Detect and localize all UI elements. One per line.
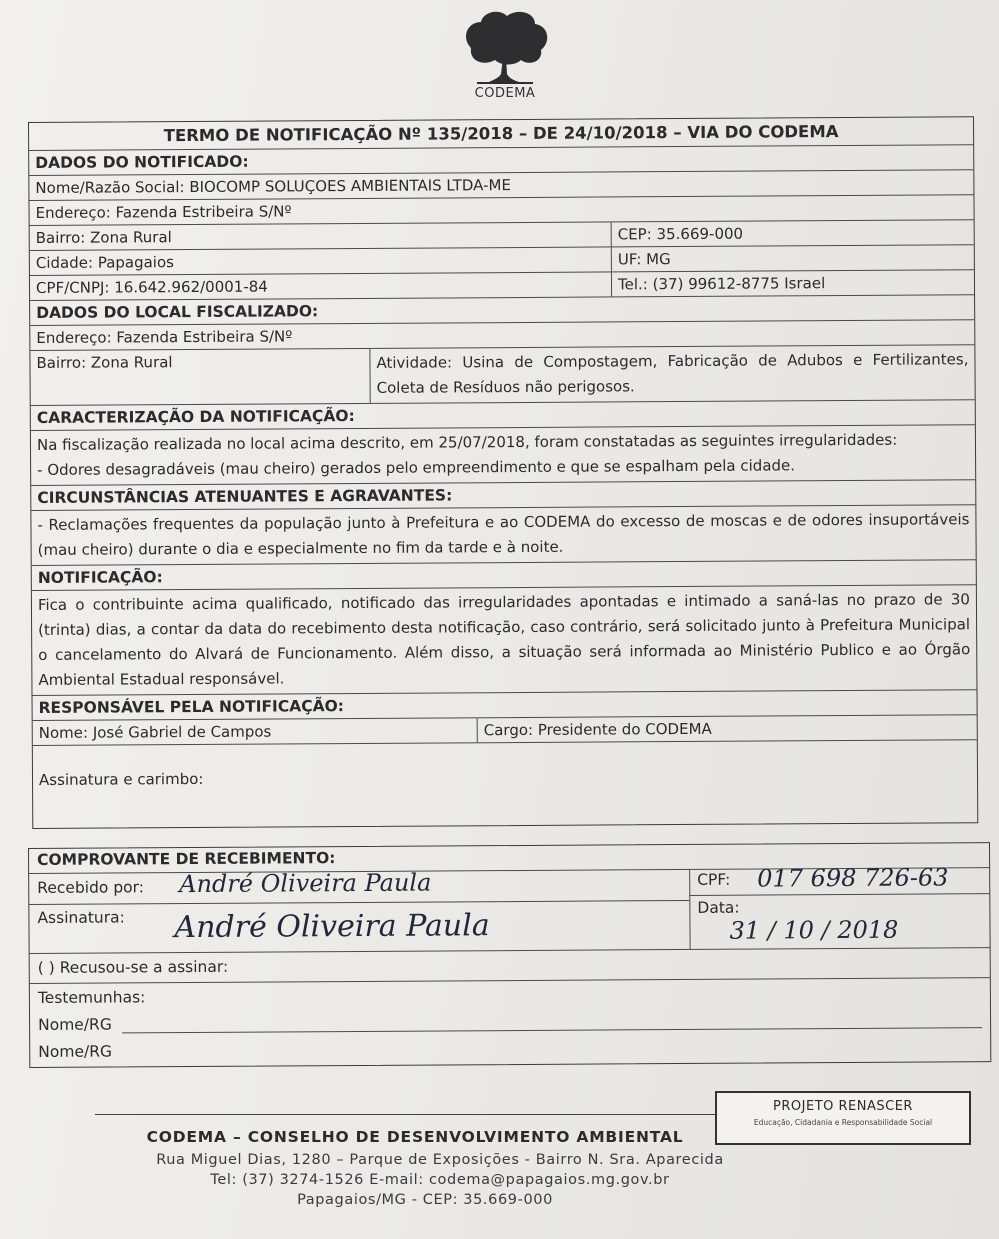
responsavel-header: RESPONSÁVEL PELA NOTIFICAÇÃO: (38, 697, 344, 717)
testemunhas-label: Testemunhas: (37, 988, 146, 1007)
caracterizacao-body (31, 425, 975, 485)
recebido-label: Recebido por: (37, 878, 145, 897)
local-bairro: Bairro: Zona Rural (30, 349, 370, 405)
notificacao-body: Fica o contribuinte acima qualificado, notificado das irregularidades apontadas e intimado a saná-las no prazo de 30 (trinta) dias, a contar da data do recebimento desta notificação, caso contrário, será solicitado junto à Prefeitura Municipal o cancelamento do Alvará de Funcionamento. Além disso, a situação será informada ao Ministério Publico e ao Órgão Ambiental Estadual responsável. (37, 590, 971, 689)
footer-org: CODEMA – CONSELHO DE DESENVOLVIMENTO AMBIENTAL (146, 1128, 684, 1146)
notificado-endereco: Endereço: Fazenda Estribeira S/Nº (35, 202, 292, 222)
recusou-line (30, 947, 990, 954)
receipt-section (28, 842, 991, 1068)
cpf-label: CPF: (697, 870, 731, 889)
cpf-handwriting: 017 698 726-63 (757, 863, 949, 893)
notificado-cep: CEP: 35.669-000 (617, 224, 744, 244)
recebido-line (29, 900, 689, 905)
form-title: TERMO DE NOTIFICAÇÃO Nº 135/2018 – DE 24/10/2018 – VIA DO CODEMA (29, 117, 973, 151)
comprovante-header: COMPROVANTE DE RECEBIMENTO: (37, 849, 336, 869)
recebido-handwriting: André Oliveira Paula (179, 868, 432, 899)
footer-rule (95, 1114, 715, 1115)
notificado-nome: Nome/Razão Social: BIOCOMP SOLUÇOES AMBIENTAIS LTDA-ME (35, 176, 511, 197)
assinatura-label: Assinatura: (37, 908, 125, 927)
notificado-header: DADOS DO NOTIFICADO: (35, 152, 249, 172)
cpf-line (689, 893, 989, 896)
renascer-subtitle: Educação, Cidadania e Responsabilidade Social (753, 1118, 933, 1127)
notificado-cpf: CPF/CNPJ: 16.642.962/0001-84 (30, 272, 612, 300)
local-header: DADOS DO LOCAL FISCALIZADO: (36, 302, 319, 322)
footer-cidade: Papagaios/MG - CEP: 35.669-000 (297, 1192, 553, 1208)
logo-text: CODEMA (474, 86, 536, 101)
testemunhas-line (30, 977, 990, 984)
notificado-tel: Tel.: (37) 99612-8775 Israel (617, 274, 826, 294)
assinatura-handwriting: André Oliveira Paula (174, 908, 490, 946)
responsavel-nome: Nome: José Gabriel de Campos (33, 718, 478, 745)
footer-endereco: Rua Miguel Dias, 1280 – Parque de Exposições - Bairro N. Sra. Aparecida (156, 1152, 724, 1168)
notificado-bairro: Bairro: Zona Rural (30, 222, 612, 250)
nome-rg-1-line (122, 1027, 982, 1033)
circunstancias-body: - Reclamações frequentes da população junto à Prefeitura e ao CODEMA do excesso de moscas e de odores insuportáveis (mau cheiro) durante o dia e especialmente no fim da tarde e à noite. (37, 510, 970, 559)
responsavel-assinatura: Assinatura e carimbo: (38, 769, 204, 789)
local-atividade: Atividade: Usina de Compostagem, Fabricação de Adubos e Fertilizantes, Coleta de Resíduos não perigosos. (376, 350, 969, 397)
caracterizacao-p1: Na fiscalização realizada no local acima descrito, em 25/07/2018, foram constatadas as seguintes irregularidades: (36, 430, 898, 454)
renascer-stamp (715, 1091, 971, 1145)
responsavel-cargo: Cargo: Presidente do CODEMA (483, 719, 712, 740)
notificacao-header: NOTIFICAÇÃO: (37, 568, 163, 587)
circunstancias-header: CIRCUNSTÂNCIAS ATENUANTES E AGRAVANTES: (37, 486, 453, 507)
tree-icon (459, 8, 551, 90)
renascer-title: PROJETO RENASCER (773, 1099, 913, 1114)
caracterizacao-header: CARACTERIZAÇÃO DA NOTIFICAÇÃO: (36, 407, 355, 427)
caracterizacao-p2: - Odores desagradáveis (mau cheiro) gerados pelo empreendimento e que se espalham pela cidade. (37, 456, 796, 479)
data-label: Data: (697, 898, 740, 917)
notificado-uf: UF: MG (617, 250, 671, 269)
receipt-column-divider (689, 869, 690, 949)
notificado-cidade: Cidade: Papagaios (30, 247, 612, 275)
footer (95, 1100, 945, 1230)
nome-rg-2: Nome/RG (38, 1042, 113, 1061)
recusou-label: ( ) Recusou-se a assinar: (37, 957, 229, 977)
footer-contato: Tel: (37) 3274-1526 E-mail: codema@papagaios.mg.gov.br (210, 1172, 670, 1188)
local-endereco: Endereço: Fazenda Estribeira S/Nº (36, 327, 293, 347)
nome-rg-1: Nome/RG (38, 1015, 112, 1034)
data-handwriting: 31 / 10 / 2018 (729, 915, 899, 945)
notification-form (28, 116, 978, 829)
codema-logo (455, 8, 555, 108)
